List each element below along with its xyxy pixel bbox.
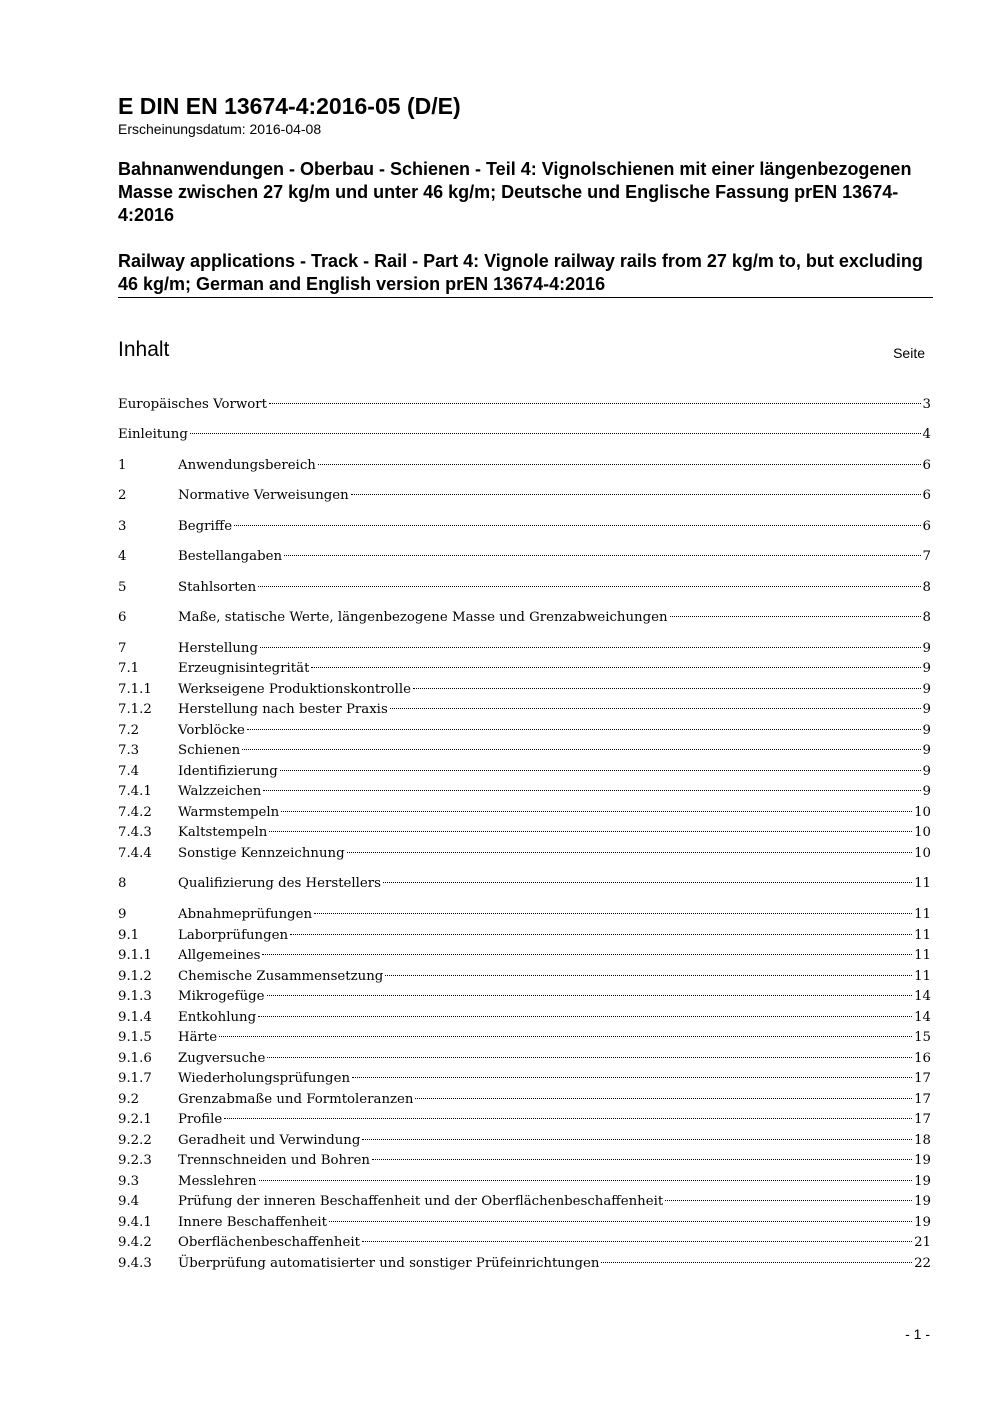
toc-entry-page: 9 xyxy=(922,682,931,697)
toc-entry[interactable] xyxy=(118,721,931,741)
toc-entry-page: 19 xyxy=(914,1153,931,1168)
toc-entry[interactable] xyxy=(118,741,931,761)
toc-dot-leader xyxy=(262,954,912,955)
toc-dot-leader xyxy=(280,770,921,771)
toc-entry-title: Messlehren xyxy=(178,1174,257,1189)
toc-entry-title: Oberflächenbeschaffenheit xyxy=(178,1235,360,1250)
toc-entry[interactable] xyxy=(118,844,931,864)
toc-dot-leader xyxy=(259,1180,912,1181)
toc-entry-title: Erzeugnisintegrität xyxy=(178,661,310,676)
toc-entry-page: 9 xyxy=(922,641,931,656)
toc-entry-number: 9.4.2 xyxy=(118,1235,152,1250)
toc-heading: Inhalt xyxy=(118,338,170,361)
toc-entry-number: 9.1.2 xyxy=(118,969,152,984)
toc-entry-page: 18 xyxy=(914,1133,931,1148)
toc-entry-title: Kaltstempeln xyxy=(178,825,268,840)
toc-entry-title: Stahlsorten xyxy=(178,580,257,595)
toc-entry-page: 10 xyxy=(914,825,931,840)
toc-entry[interactable] xyxy=(118,659,931,679)
toc-entry-number: 2 xyxy=(118,488,127,503)
toc-entry-title: Innere Beschaffenheit xyxy=(178,1215,328,1230)
toc-entry[interactable] xyxy=(118,1213,931,1233)
toc-entry-number: 7.1 xyxy=(118,661,140,676)
toc-entry-number: 9.1.5 xyxy=(118,1030,152,1045)
toc-entry-title: Werkseigene Produktionskontrolle xyxy=(178,682,411,697)
page-number: - 1 - xyxy=(905,1326,930,1342)
toc-entry-number: 1 xyxy=(118,458,127,473)
toc-entry-number: 9.1.4 xyxy=(118,1010,152,1025)
toc-entry-page: 10 xyxy=(914,805,931,820)
toc-entry[interactable] xyxy=(118,1110,931,1130)
toc-dot-leader xyxy=(190,433,921,434)
toc-entry-page: 22 xyxy=(914,1256,931,1271)
issue-date: Erscheinungsdatum: 2016-04-08 xyxy=(118,121,322,137)
toc-entry-number: 9.2 xyxy=(118,1092,140,1107)
toc-entry-number: 7.4.1 xyxy=(118,784,152,799)
toc-entry-page: 17 xyxy=(914,1112,931,1127)
toc-entry-page: 9 xyxy=(922,702,931,717)
toc-entry[interactable] xyxy=(118,762,931,782)
toc-dot-leader xyxy=(385,975,912,976)
toc-entry-title: Herstellung xyxy=(178,641,259,656)
toc-entry-page: 11 xyxy=(914,928,931,943)
toc-entry[interactable] xyxy=(118,1172,931,1192)
toc-entry[interactable] xyxy=(118,486,931,506)
toc-dot-leader xyxy=(390,708,921,709)
toc-entry-page: 19 xyxy=(914,1174,931,1189)
toc-entry-page: 4 xyxy=(922,427,931,442)
toc-entry-page: 6 xyxy=(922,458,931,473)
toc-entry-number: 9.1.1 xyxy=(118,948,152,963)
toc-dot-leader xyxy=(269,403,921,404)
toc-dot-leader xyxy=(670,616,921,617)
toc-dot-leader xyxy=(314,913,912,914)
toc-entry-number: 9.2.1 xyxy=(118,1112,152,1127)
toc-entry[interactable] xyxy=(118,1049,931,1069)
toc-entry-page: 14 xyxy=(914,989,931,1004)
toc-entry-number: 7.4.3 xyxy=(118,825,152,840)
toc-dot-leader xyxy=(224,1118,912,1119)
document-id: E DIN EN 13674-4:2016-05 (D/E) xyxy=(118,93,461,119)
toc-dot-leader xyxy=(352,1077,912,1078)
toc-entry-title: Europäisches Vorwort xyxy=(118,397,267,412)
toc-dot-leader xyxy=(601,1262,912,1263)
toc-entry-page: 11 xyxy=(914,876,931,891)
toc-entry-title: Anwendungsbereich xyxy=(178,458,316,473)
title-divider xyxy=(118,297,933,298)
toc-entry[interactable] xyxy=(118,680,931,700)
toc-entry-page: 8 xyxy=(922,610,931,625)
toc-entry-page: 11 xyxy=(914,907,931,922)
toc-entry-number: 7.1.1 xyxy=(118,682,152,697)
toc-dot-leader xyxy=(329,1221,912,1222)
toc-entry-page: 17 xyxy=(914,1092,931,1107)
toc-entry-number: 3 xyxy=(118,519,127,534)
toc-entry-page: 16 xyxy=(914,1051,931,1066)
toc-entry-title: Wiederholungsprüfungen xyxy=(178,1071,351,1086)
toc-entry-number: 6 xyxy=(118,610,127,625)
toc-entry[interactable] xyxy=(118,1069,931,1089)
toc-dot-leader xyxy=(234,525,920,526)
toc-entry-number: 9.4.3 xyxy=(118,1256,152,1271)
toc-entry[interactable] xyxy=(118,1090,931,1110)
toc-entry-title: Prüfung der inneren Beschaffenheit und der Oberflächenbeschaffenheit xyxy=(178,1194,664,1209)
toc-entry-page: 9 xyxy=(922,784,931,799)
toc-entry-number: 9.4.1 xyxy=(118,1215,152,1230)
toc-entry[interactable] xyxy=(118,823,931,843)
toc-entry[interactable] xyxy=(118,1131,931,1151)
toc-dot-leader xyxy=(258,1016,912,1017)
toc-entry[interactable] xyxy=(118,700,931,720)
toc-entry-number: 7.1.2 xyxy=(118,702,152,717)
toc-entry-title: Härte xyxy=(178,1030,218,1045)
toc-dot-leader xyxy=(260,647,921,648)
toc-entry-page: 8 xyxy=(922,580,931,595)
toc-entry-page: 11 xyxy=(914,948,931,963)
toc-entry-title: Identifizierung xyxy=(178,764,278,779)
toc-entry-number: 8 xyxy=(118,876,127,891)
toc-entry[interactable] xyxy=(118,782,931,802)
toc-entry[interactable] xyxy=(118,803,931,823)
toc-entry-title: Begriffe xyxy=(178,519,233,534)
toc-entry-title: Trennschneiden und Bohren xyxy=(178,1153,370,1168)
toc-entry-number: 9 xyxy=(118,907,127,922)
toc-dot-leader xyxy=(383,882,912,883)
toc-entry-number: 5 xyxy=(118,580,127,595)
toc-entry-title: Zugversuche xyxy=(178,1051,266,1066)
toc-entry-title: Herstellung nach bester Praxis xyxy=(178,702,388,717)
toc-entry-page: 15 xyxy=(914,1030,931,1045)
toc-entry[interactable] xyxy=(118,1233,931,1253)
toc-page-column-label: Seite xyxy=(893,345,925,361)
toc-entry-title: Einleitung xyxy=(118,427,188,442)
toc-dot-leader xyxy=(258,586,920,587)
toc-entry-page: 7 xyxy=(922,549,931,564)
toc-entry-number: 9.3 xyxy=(118,1174,140,1189)
toc-entry-page: 6 xyxy=(922,519,931,534)
toc-entry-title: Maße, statische Werte, längenbezogene Masse und Grenzabweichungen xyxy=(178,610,668,625)
toc-entry[interactable] xyxy=(118,547,931,567)
title-english: Railway applications - Track - Rail - Part 4: Vignole railway rails from 27 kg/m to, but excluding 46 kg/m; German and English version prEN 13674-4:2016 xyxy=(118,251,923,294)
toc-entry-number: 9.4 xyxy=(118,1194,140,1209)
toc-dot-leader xyxy=(372,1159,912,1160)
toc-dot-leader xyxy=(347,852,912,853)
toc-entry-number: 9.1.7 xyxy=(118,1071,152,1086)
toc-entry-title: Laborprüfungen xyxy=(178,928,289,943)
toc-entry-title: Allgemeines xyxy=(178,948,261,963)
toc-entry[interactable] xyxy=(118,639,931,659)
toc-entry[interactable] xyxy=(118,1008,931,1028)
toc-entry[interactable] xyxy=(118,967,931,987)
toc-entry[interactable] xyxy=(118,1254,931,1274)
toc-entry-page: 21 xyxy=(914,1235,931,1250)
toc-entry[interactable] xyxy=(118,1151,931,1171)
toc-entry[interactable] xyxy=(118,926,931,946)
toc-entry[interactable] xyxy=(118,395,931,415)
toc-dot-leader xyxy=(362,1241,912,1242)
toc-dot-leader xyxy=(665,1200,912,1201)
toc-entry-page: 10 xyxy=(914,846,931,861)
toc-entry-page: 17 xyxy=(914,1071,931,1086)
toc-entry-title: Vorblöcke xyxy=(178,723,245,738)
toc-entry-title: Entkohlung xyxy=(178,1010,257,1025)
toc-dot-leader xyxy=(413,688,921,689)
toc-entry-page: 11 xyxy=(914,969,931,984)
toc-entry-title: Geradheit und Verwindung xyxy=(178,1133,361,1148)
toc-entry-title: Schienen xyxy=(178,743,241,758)
toc-entry[interactable] xyxy=(118,1192,931,1212)
toc-entry-title: Abnahmeprüfungen xyxy=(178,907,313,922)
toc-entry-title: Mikrogefüge xyxy=(178,989,265,1004)
toc-dot-leader xyxy=(311,667,920,668)
toc-entry-title: Grenzabmaße und Formtoleranzen xyxy=(178,1092,414,1107)
toc-entry[interactable] xyxy=(118,874,931,894)
toc-entry-number: 7.2 xyxy=(118,723,140,738)
toc-entry-number: 7.4.2 xyxy=(118,805,152,820)
toc-dot-leader xyxy=(263,790,920,791)
toc-entry-title: Warmstempeln xyxy=(178,805,280,820)
toc-entry-title: Walzzeichen xyxy=(178,784,262,799)
toc-dot-leader xyxy=(290,934,912,935)
toc-dot-leader xyxy=(351,494,921,495)
toc-entry-page: 6 xyxy=(922,488,931,503)
toc-entry-number: 9.2.2 xyxy=(118,1133,152,1148)
toc-entry[interactable] xyxy=(118,425,931,445)
toc-entry-page: 9 xyxy=(922,764,931,779)
toc-entry-number: 7.4 xyxy=(118,764,140,779)
toc-entry[interactable] xyxy=(118,578,931,598)
toc-dot-leader xyxy=(219,1036,912,1037)
toc-dot-leader xyxy=(318,464,921,465)
toc-entry[interactable] xyxy=(118,987,931,1007)
toc-entry[interactable] xyxy=(118,456,931,476)
toc-entry-number: 9.1 xyxy=(118,928,140,943)
toc-entry-page: 9 xyxy=(922,723,931,738)
toc-entry-page: 19 xyxy=(914,1194,931,1209)
toc-entry-number: 7.4.4 xyxy=(118,846,152,861)
toc-entry-page: 19 xyxy=(914,1215,931,1230)
toc-dot-leader xyxy=(415,1098,912,1099)
toc-entry-page: 14 xyxy=(914,1010,931,1025)
toc-entry-number: 4 xyxy=(118,549,127,564)
toc-entry-title: Bestellangaben xyxy=(178,549,283,564)
title-german: Bahnanwendungen - Oberbau - Schienen - Teil 4: Vignolschienen mit einer längenbezogenen Masse zwischen 27 kg/m und unter 46 kg/m; Deutsche und Englische Fassung prEN 13674-4:2016 xyxy=(118,159,912,225)
toc-entry-number: 9.2.3 xyxy=(118,1153,152,1168)
toc-entry-number: 7 xyxy=(118,641,127,656)
toc-dot-leader xyxy=(267,995,913,996)
toc-dot-leader xyxy=(362,1139,912,1140)
toc-entry-title: Sonstige Kennzeichnung xyxy=(178,846,345,861)
toc-entry-title: Normative Verweisungen xyxy=(178,488,349,503)
toc-entry-title: Qualifizierung des Herstellers xyxy=(178,876,381,891)
toc-entry[interactable] xyxy=(118,517,931,537)
toc-dot-leader xyxy=(269,831,912,832)
toc-entry[interactable] xyxy=(118,946,931,966)
toc-entry-page: 9 xyxy=(922,743,931,758)
toc-entry-title: Überprüfung automatisierter und sonstiger Prüfeinrichtungen xyxy=(178,1256,600,1271)
toc-entry-page: 9 xyxy=(922,661,931,676)
toc-entry[interactable] xyxy=(118,1028,931,1048)
toc-dot-leader xyxy=(267,1057,912,1058)
toc-dot-leader xyxy=(242,749,920,750)
toc-entry-title: Chemische Zusammensetzung xyxy=(178,969,384,984)
toc-entry-page: 3 xyxy=(922,397,931,412)
toc-dot-leader xyxy=(247,729,921,730)
toc-entry-title: Profile xyxy=(178,1112,223,1127)
toc-dot-leader xyxy=(284,555,920,556)
toc-entry-number: 9.1.3 xyxy=(118,989,152,1004)
toc-entry[interactable] xyxy=(118,905,931,925)
toc-entry-number: 9.1.6 xyxy=(118,1051,152,1066)
toc-entry-number: 7.3 xyxy=(118,743,140,758)
toc-entry[interactable] xyxy=(118,608,931,628)
toc-dot-leader xyxy=(281,811,912,812)
